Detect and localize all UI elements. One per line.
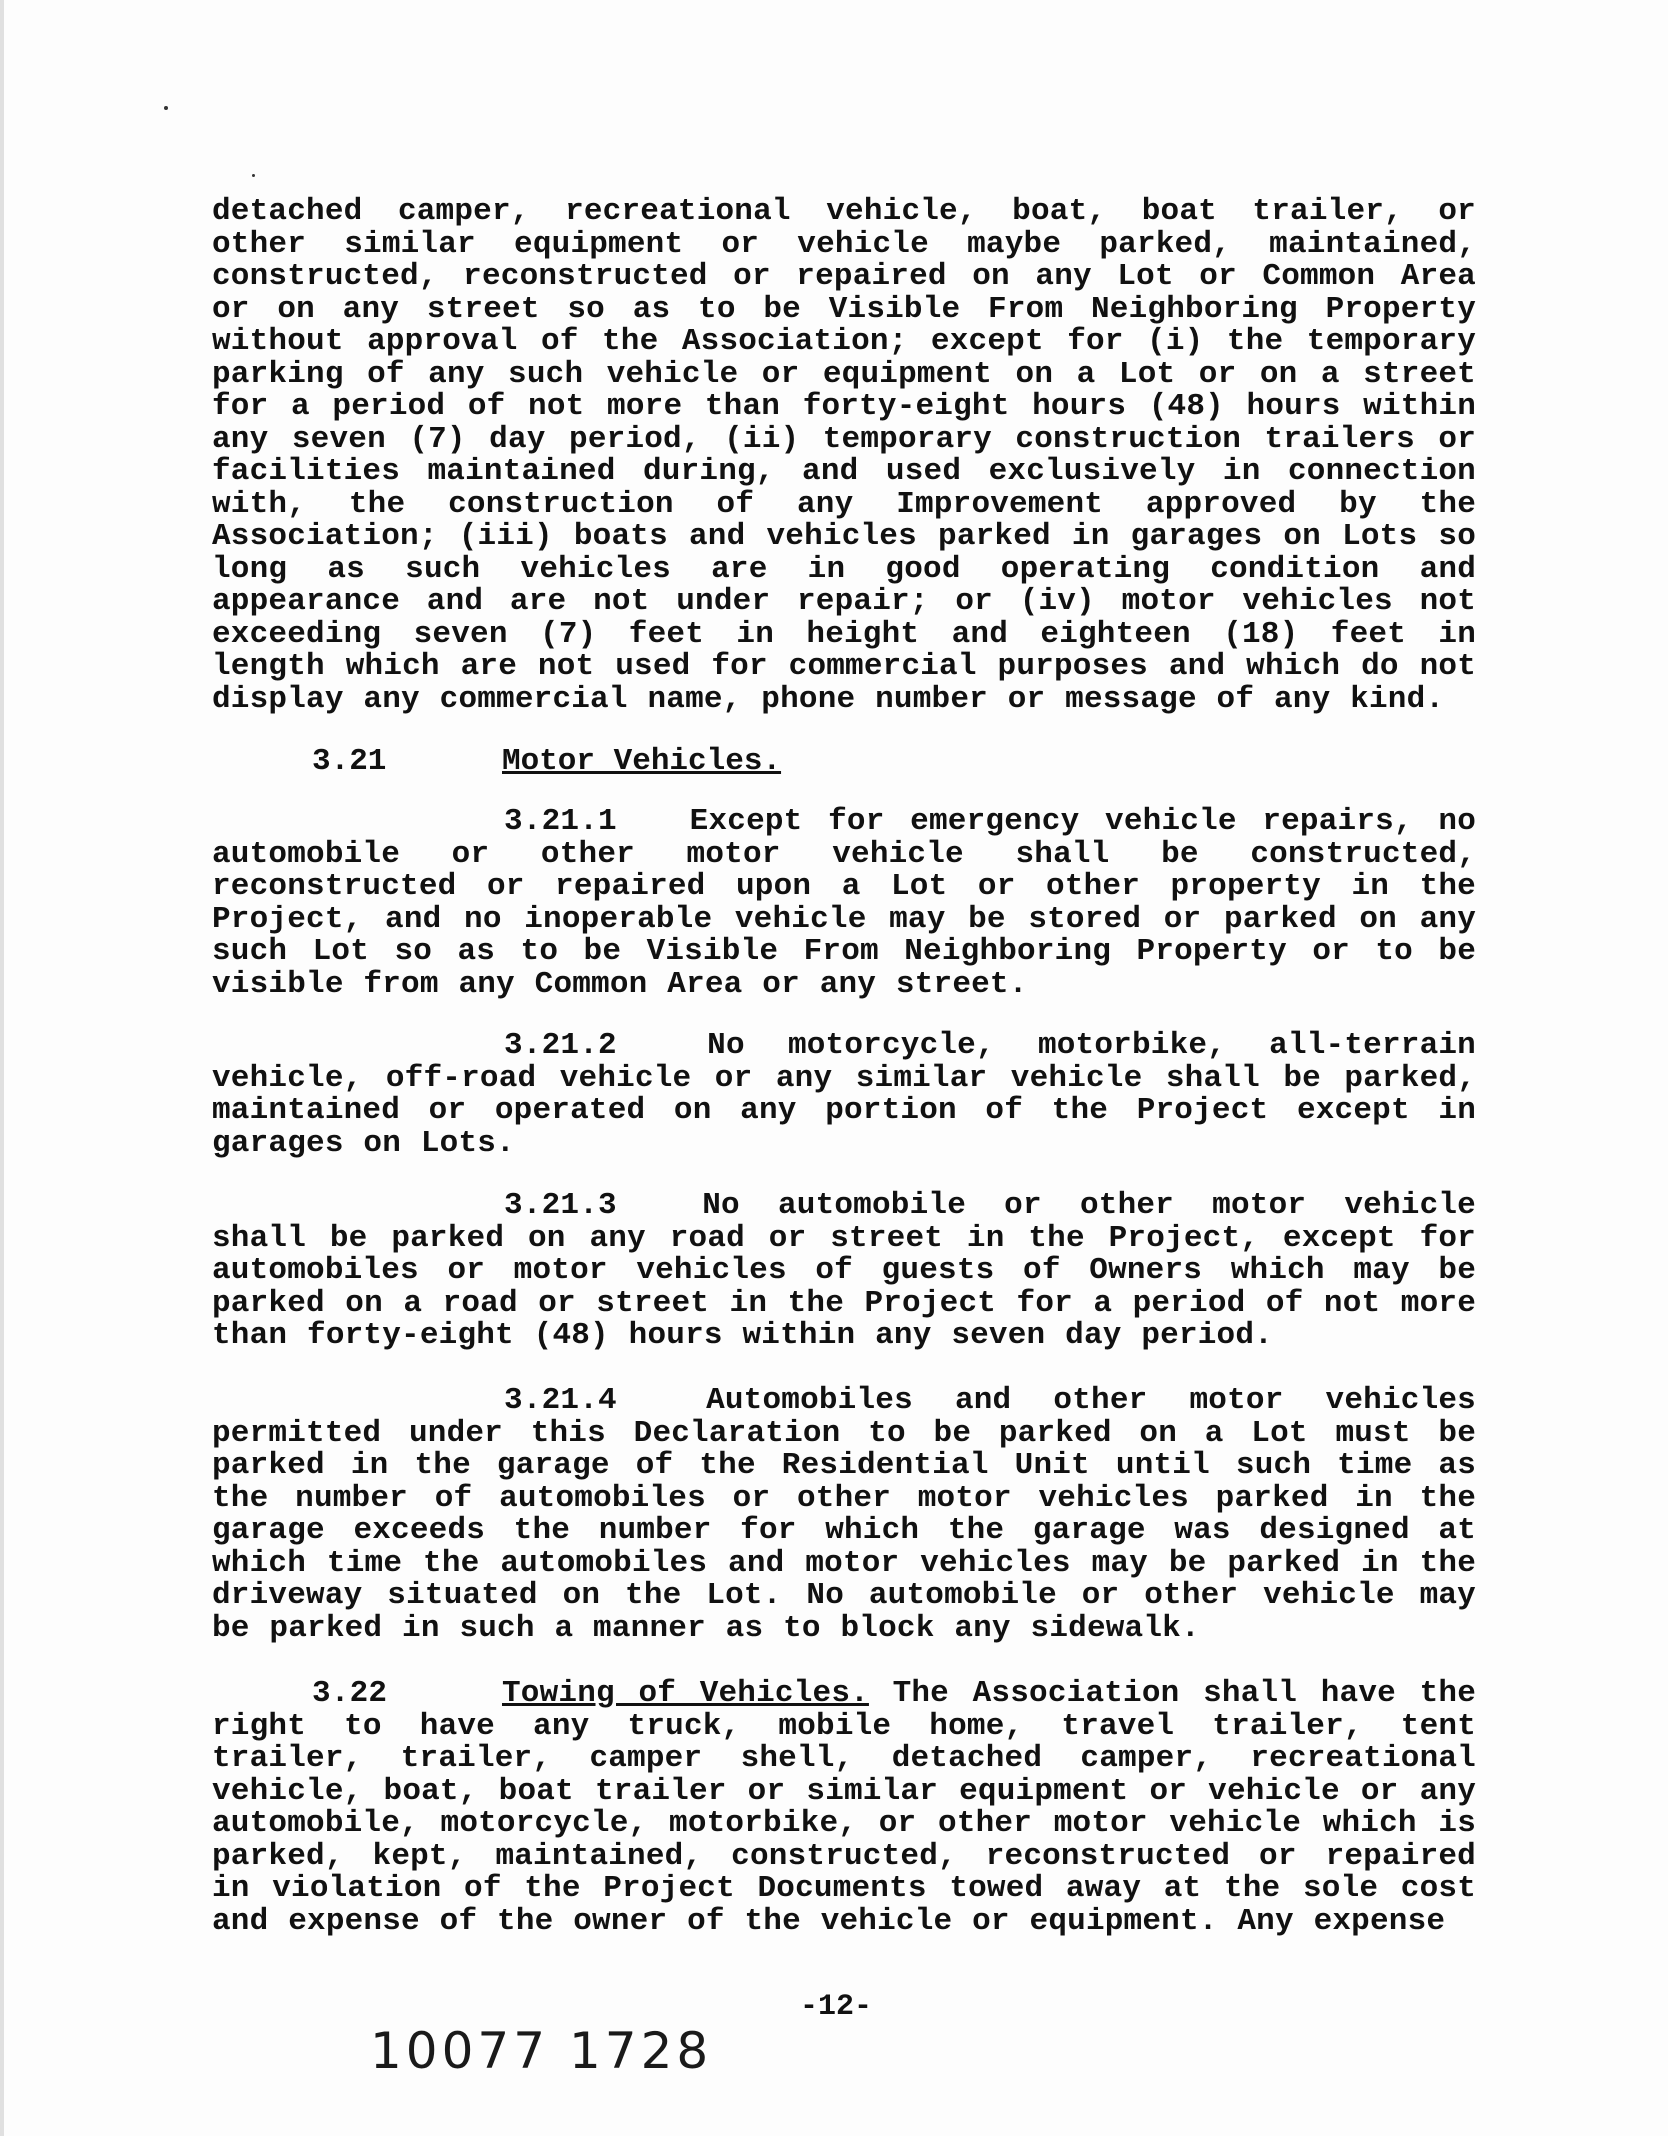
subsection-3-21-1 <box>212 806 1476 1001</box>
subsection-text: Automobiles and other motor vehicles permitted under this Declaration to be parked on a Lot must be parked in the garage of the Residential Unit until such time as the number of automobiles or other motor vehicles parked in the garage exceeds the number for which the garage was designed at which time the automobiles and motor vehicles may be parked in the driveway situated on the Lot. No automobile or other vehicle may be parked in such a manner as to block any sidewalk. <box>212 1383 1476 1646</box>
subsection-text: No automobile or other motor vehicle shall be parked on any road or street in the Project, except for automobiles or motor vehicles of guests of Owners which may be parked on a road or street in the Project for a period of not more than forty-eight (48) hours within any seven day period. <box>212 1188 1476 1353</box>
section-3-22-text: The Association shall have the right to have any truck, mobile home, travel trailer, tent trailer, trailer, camper shell, detached camper, recreational vehicle, boat, boat trailer or similar equipment or vehicle or any automobile, motorcycle, motorbike, or other motor vehicle which is parked, kept, maintained, constructed, reconstructed or repaired in violation of the Project Documents towed away at the sole cost and expense of the owner of the vehicle or equipment. Any expense <box>212 1676 1476 1939</box>
page-number: -12- <box>800 1990 873 2024</box>
subsection-number: 3.21.3 <box>504 1188 617 1223</box>
section-3-22 <box>212 1678 1476 1938</box>
subsection-paragraph <box>212 1030 1476 1160</box>
subsection-number: 3.21.1 <box>504 804 617 839</box>
top-paragraph-text: detached camper, recreational vehicle, boat, boat trailer, or other similar equipment or vehicle maybe parked, maintained, constructed, reconstructed or repaired on any Lot or Common Area or on any street so as to be Visible From Neighboring Property without approval of the Association; except for (i) the temporary parking of any such vehicle or equipment on a Lot or on a street for a period of not more than forty-eight hours (48) hours within any seven (7) day period, (ii) temporary construction trailers or facilities maintained during, and used exclusively in connection with, the construction of any Improvement approved by the Association; (iii) boats and vehicles parked in garages on Lots so long as such vehicles are in good operating condition and appearance and are not under repair; or (iv) motor vehicles not exceeding seven (7) feet in height and eighteen (18) feet in length which are not used for commercial purposes and which do not display any commercial name, phone number or message of any kind. <box>212 194 1476 717</box>
subsection-text: Except for emergency vehicle repairs, no automobile or other motor vehicle shall be constructed, reconstructed or repaired upon a Lot or other property in the Project, and no inoperable vehicle may be stored or parked on any such Lot so as to be Visible From Neighboring Property or to be visible from any Common Area or any street. <box>212 804 1476 1002</box>
subsection-text: No motorcycle, motorbike, all-terrain vehicle, off-road vehicle or any similar vehicle shall be parked, maintained or operated on any portion of the Project except in garages on Lots. <box>212 1028 1476 1161</box>
subsection-3-21-3 <box>212 1190 1476 1353</box>
subsection-paragraph <box>212 806 1476 1001</box>
section-3-21-heading <box>312 744 781 779</box>
top-paragraph <box>212 196 1476 716</box>
subsection-paragraph <box>212 1385 1476 1645</box>
subsection-3-21-2 <box>212 1030 1476 1160</box>
section-3-22-number: 3.22 <box>312 1676 388 1711</box>
section-3-21-title: Motor Vehicles. <box>502 744 782 779</box>
scan-edge <box>0 0 4 2136</box>
section-3-22-paragraph <box>212 1678 1476 1938</box>
subsection-paragraph <box>212 1190 1476 1353</box>
section-3-22-title: Towing of Vehicles. <box>502 1676 869 1711</box>
scan-speck <box>252 174 255 177</box>
scan-speck <box>164 106 168 110</box>
section-3-21-number: 3.21 <box>312 744 387 779</box>
subsection-number: 3.21.4 <box>504 1383 617 1418</box>
handwritten-number: 10077 1728 <box>370 2022 713 2080</box>
subsection-number: 3.21.2 <box>504 1028 617 1063</box>
subsection-3-21-4 <box>212 1385 1476 1645</box>
